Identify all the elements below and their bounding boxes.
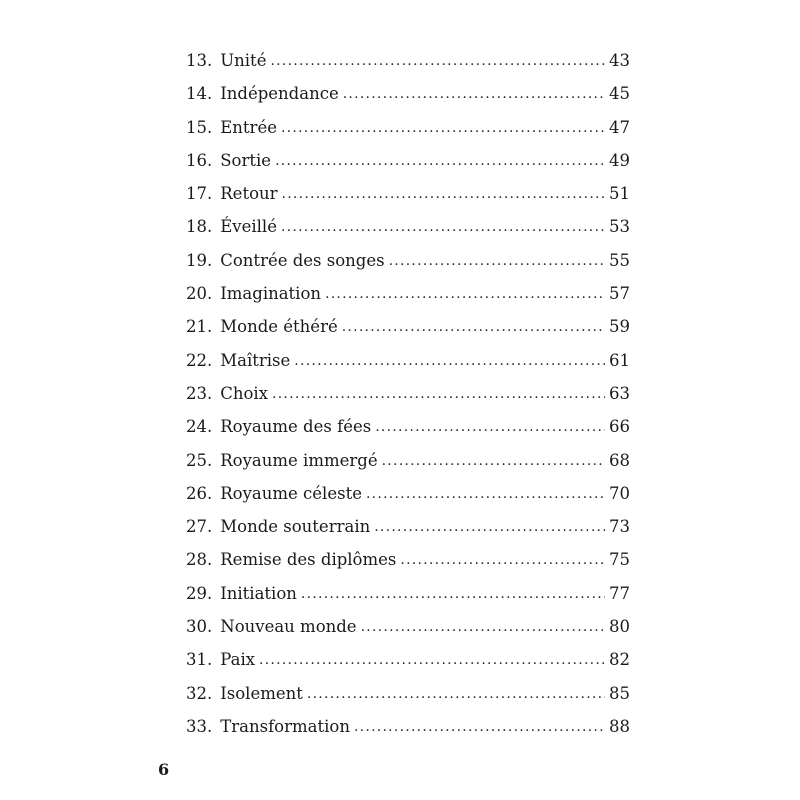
toc-entry-title: Initiation [220,583,297,603]
toc-entry-title: Royaume des fées [220,417,372,437]
toc-entry [186,77,630,110]
toc-entry-page: 59 [609,317,630,337]
toc-entry-title: Monde souterrain [220,517,371,537]
dot-leader [272,378,605,411]
toc-entry-title: Paix [220,650,256,670]
toc-entry-page: 43 [609,51,630,70]
dot-leader [400,544,605,577]
page-number: 6 [158,760,170,779]
dot-leader [366,478,605,511]
toc-entry-number: 13. [186,51,213,70]
toc-entry-title: Éveillé [220,217,277,237]
toc-entry-number: 22. [186,350,213,370]
dot-leader [374,511,605,544]
toc-entry-page: 73 [609,517,630,537]
dot-leader [354,711,605,744]
toc-entry [186,510,630,543]
toc-entry-title: Imagination [220,284,322,304]
toc-entry [186,210,630,243]
toc-entry [186,177,630,210]
toc-entry-page: 85 [609,683,630,703]
toc-entry-number: 25. [186,450,213,470]
toc-entry-number: 16. [186,150,213,170]
toc-entry-page: 88 [609,716,630,736]
toc-entry-number: 19. [186,250,213,270]
dot-leader [259,644,605,677]
dot-leader [270,45,605,78]
toc-entry [186,444,630,477]
toc-entry-title: Contrée des songes [220,250,385,270]
toc-entry-title: Nouveau monde [220,617,357,637]
toc-entry-page: 55 [609,250,630,270]
toc-entry-number: 24. [186,417,213,437]
dot-leader [361,611,605,644]
dot-leader [382,445,605,478]
toc-entry-title: Unité [220,51,267,70]
toc-entry-page: 47 [609,117,630,137]
toc-entry [186,477,630,510]
dot-leader [307,678,605,711]
toc-entry-title: Remise des diplômes [220,550,397,570]
toc-entry-title: Royaume céleste [220,483,362,503]
toc-entry-page: 63 [609,383,630,403]
dot-leader [281,211,605,244]
toc-entry-number: 14. [186,84,213,104]
toc-entry [186,577,630,610]
dot-leader [342,311,605,344]
toc-entry-page: 45 [609,84,630,104]
toc-entry [186,543,630,576]
toc-entry-title: Royaume immergé [220,450,378,470]
toc-entry-page: 53 [609,217,630,237]
toc-entry-title: Monde éthéré [220,317,338,337]
toc-entry-number: 32. [186,683,213,703]
dot-leader [389,245,605,278]
toc-entry-page: 75 [609,550,630,570]
toc-entry-number: 33. [186,716,213,736]
toc-entry-page: 51 [609,184,630,204]
toc-entry-page: 77 [609,583,630,603]
toc-entry-number: 20. [186,284,213,304]
toc-entry-number: 23. [186,383,213,403]
toc-entry [186,144,630,177]
toc-entry [186,643,630,676]
toc-entry-number: 21. [186,317,213,337]
toc-entry-page: 66 [609,417,630,437]
dot-leader [301,578,605,611]
toc-entry-title: Entrée [220,117,277,137]
toc-entry-page: 61 [609,350,630,370]
dot-leader [325,278,605,311]
dot-leader [282,178,605,211]
toc-entry-title: Indépendance [220,84,339,104]
toc-entry [186,244,630,277]
toc-entry-page: 57 [609,284,630,304]
toc-entry-page: 82 [609,650,630,670]
toc-entry-title: Choix [220,383,269,403]
toc-entry [186,677,630,710]
toc-entry-page: 49 [609,150,630,170]
toc-entry [186,610,630,643]
toc-entry-number: 15. [186,117,213,137]
toc-entry-number: 28. [186,550,213,570]
toc-entry [186,710,630,743]
toc-entry-title: Maîtrise [220,350,291,370]
dot-leader [281,112,605,145]
toc-entry-page: 68 [609,450,630,470]
toc-entry [186,111,630,144]
toc-entry-number: 26. [186,483,213,503]
toc-entry [186,377,630,410]
toc-entry-number: 27. [186,517,213,537]
toc-entry-title: Transformation [220,716,350,736]
toc-entry [186,344,630,377]
toc-entry-page: 80 [609,617,630,637]
toc-entry-title: Sortie [220,150,272,170]
toc-entry [186,44,630,77]
toc-entry [186,410,630,443]
dot-leader [294,345,605,378]
toc-entry-number: 17. [186,184,213,204]
dot-leader [375,411,605,444]
toc-entry-title: Isolement [220,683,303,703]
toc-entry-title: Retour [220,184,278,204]
toc-entry-number: 29. [186,583,213,603]
toc-entry-number: 18. [186,217,213,237]
table-of-contents [186,44,630,743]
dot-leader [275,145,605,178]
toc-entry-page: 70 [609,483,630,503]
toc-entry-number: 30. [186,617,213,637]
dot-leader [343,78,605,111]
toc-entry-number: 31. [186,650,213,670]
toc-entry [186,277,630,310]
toc-entry [186,310,630,343]
